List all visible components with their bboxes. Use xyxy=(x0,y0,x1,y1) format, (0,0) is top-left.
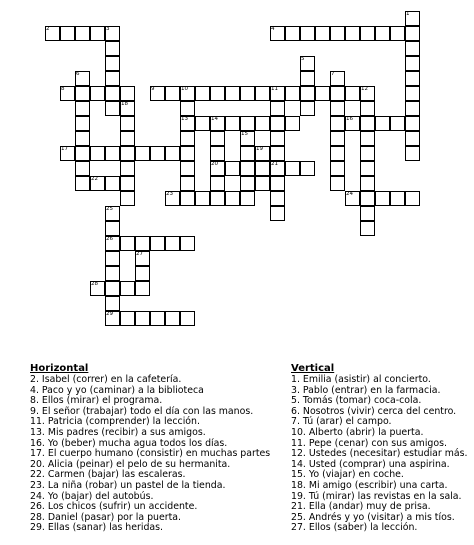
grid-cell[interactable] xyxy=(180,131,195,146)
horizontal-clues xyxy=(30,363,270,534)
grid-cell[interactable] xyxy=(195,86,210,101)
clue-v-10: 10. Alberto (abrir) la puerta. xyxy=(291,426,424,438)
grid-cell[interactable] xyxy=(210,131,225,146)
grid-cell[interactable] xyxy=(105,296,120,311)
grid-cell[interactable] xyxy=(330,116,345,131)
grid-cell[interactable] xyxy=(180,191,195,206)
clue-v-1: 1. Emilia (asistir) al concierto. xyxy=(291,374,431,385)
grid-cell[interactable] xyxy=(300,71,315,86)
grid-cell[interactable] xyxy=(360,131,375,146)
grid-cell[interactable] xyxy=(360,146,375,161)
clue-number: 3 xyxy=(106,26,110,32)
grid-cell[interactable] xyxy=(300,101,315,116)
grid-cell[interactable] xyxy=(375,191,390,206)
grid-cell[interactable] xyxy=(165,236,180,251)
grid-cell[interactable] xyxy=(60,26,75,41)
clue-number: 7 xyxy=(331,71,335,77)
clue-h-22: 22. Carmen (bajar) las escaleras. xyxy=(30,469,186,481)
grid-cell[interactable] xyxy=(120,161,135,176)
grid-cell[interactable] xyxy=(255,116,270,131)
grid-cell[interactable] xyxy=(405,86,420,101)
clue-number: 11 xyxy=(271,86,278,92)
clue-h-13: 13. Mis padres (recibir) a sus amigos. xyxy=(30,426,206,438)
clue-number: 17 xyxy=(61,146,68,152)
clue-v-25: 25. Andrés y yo (visitar) a mis tíos. xyxy=(291,511,455,523)
grid-cell[interactable] xyxy=(75,176,90,191)
grid-cell[interactable] xyxy=(165,311,180,326)
grid-cell[interactable] xyxy=(405,191,420,206)
grid-cell[interactable] xyxy=(330,146,345,161)
clue-number: 8 xyxy=(61,86,65,92)
clue-v-14: 14. Usted (comprar) una aspirina. xyxy=(291,458,450,470)
grid-cell[interactable] xyxy=(180,311,195,326)
clue-v-5: 5. Tomás (tomar) coca-cola. xyxy=(291,395,422,407)
grid-cell[interactable] xyxy=(285,161,300,176)
clue-number: 20 xyxy=(211,161,218,167)
grid-cell[interactable] xyxy=(75,116,90,131)
clue-v-19: 19. Tú (mirar) las revistas en la sala. xyxy=(291,490,462,502)
grid-cell[interactable] xyxy=(165,146,180,161)
grid-cell[interactable] xyxy=(315,86,330,101)
grid-cell[interactable] xyxy=(315,26,330,41)
grid-cell[interactable] xyxy=(135,266,150,281)
grid-cell[interactable] xyxy=(405,26,420,41)
grid-cell[interactable] xyxy=(270,116,285,131)
grid-cell[interactable] xyxy=(120,176,135,191)
grid-cell[interactable] xyxy=(150,146,165,161)
grid-cell[interactable] xyxy=(210,146,225,161)
grid-cell[interactable] xyxy=(105,56,120,71)
grid-cell[interactable] xyxy=(240,86,255,101)
clue-number: 6 xyxy=(76,71,80,77)
grid-cell[interactable] xyxy=(330,131,345,146)
grid-cell[interactable] xyxy=(75,101,90,116)
grid-cell[interactable] xyxy=(90,26,105,41)
grid-cell[interactable] xyxy=(360,116,375,131)
grid-cell[interactable] xyxy=(180,146,195,161)
clue-v-6: 6. Nosotros (vivir) cerca del centro. xyxy=(291,405,457,417)
grid-cell[interactable] xyxy=(405,56,420,71)
grid-cell[interactable] xyxy=(285,86,300,101)
grid-cell[interactable] xyxy=(285,116,300,131)
grid-cell[interactable] xyxy=(105,146,120,161)
grid-cell[interactable] xyxy=(105,266,120,281)
grid-cell[interactable] xyxy=(135,281,150,296)
grid-cell[interactable] xyxy=(120,236,135,251)
grid-cell[interactable] xyxy=(75,131,90,146)
horizontal-heading: Horizontal xyxy=(30,363,89,374)
grid-cell[interactable] xyxy=(345,86,360,101)
clue-h-28: 28. Daniel (pasar) por la puerta. xyxy=(30,511,181,523)
clue-number: 5 xyxy=(301,56,305,62)
clue-h-23: 23. La niña (robar) un pastel de la tienda. xyxy=(30,479,226,491)
grid-cell[interactable] xyxy=(75,161,90,176)
clue-number: 14 xyxy=(211,116,218,122)
clue-number: 19 xyxy=(256,146,263,152)
clue-v-21: 21. Ella (andar) muy de prisa. xyxy=(291,501,431,513)
clue-v-12: 12. Ustedes (necesitar) estudiar más. xyxy=(291,448,468,460)
grid-cell[interactable] xyxy=(300,26,315,41)
grid-cell[interactable] xyxy=(360,161,375,176)
grid-cell[interactable] xyxy=(75,146,90,161)
grid-cell[interactable] xyxy=(300,161,315,176)
grid-cell[interactable] xyxy=(105,221,120,236)
grid-cell[interactable] xyxy=(330,161,345,176)
grid-cell[interactable] xyxy=(360,101,375,116)
grid-cell[interactable] xyxy=(360,206,375,221)
grid-cell[interactable] xyxy=(360,191,375,206)
clue-number: 25 xyxy=(106,206,113,212)
grid-cell[interactable] xyxy=(405,41,420,56)
grid-cell[interactable] xyxy=(285,26,300,41)
grid-cell[interactable] xyxy=(210,191,225,206)
clue-number: 24 xyxy=(346,191,353,197)
grid-cell[interactable] xyxy=(120,86,135,101)
grid-cell[interactable] xyxy=(120,146,135,161)
clue-number: 21 xyxy=(271,161,278,167)
grid-cell[interactable] xyxy=(225,161,240,176)
clue-number: 22 xyxy=(91,176,98,182)
grid-cell[interactable] xyxy=(390,26,405,41)
grid-cell[interactable] xyxy=(345,26,360,41)
grid-cell[interactable] xyxy=(105,281,120,296)
clue-h-9: 9. El señor (trabajar) todo el día con las manos. xyxy=(30,405,254,417)
clue-number: 16 xyxy=(346,116,353,122)
clue-v-7: 7. Tú (arar) el campo. xyxy=(291,416,392,428)
grid-cell[interactable] xyxy=(240,116,255,131)
grid-cell[interactable] xyxy=(180,161,195,176)
grid-cell[interactable] xyxy=(120,131,135,146)
clue-v-3: 3. Pablo (entrar) en la farmacia. xyxy=(291,384,441,396)
grid-cell[interactable] xyxy=(255,86,270,101)
vertical-heading: Vertical xyxy=(291,363,335,374)
grid-cell[interactable] xyxy=(360,176,375,191)
clue-number: 18 xyxy=(121,101,128,107)
grid-cell[interactable] xyxy=(405,71,420,86)
clue-number: 2 xyxy=(46,26,50,32)
grid-cell[interactable] xyxy=(240,191,255,206)
grid-cell[interactable] xyxy=(270,176,285,191)
clue-h-16: 16. Yo (beber) mucha agua todos los días. xyxy=(30,437,228,449)
grid-cell[interactable] xyxy=(90,146,105,161)
grid-cell[interactable] xyxy=(195,116,210,131)
grid-cell[interactable] xyxy=(330,86,345,101)
grid-cell[interactable] xyxy=(405,116,420,131)
grid-cell[interactable] xyxy=(225,116,240,131)
grid-cell[interactable] xyxy=(150,236,165,251)
clue-h-8: 8. Ellos (mirar) el programa. xyxy=(30,395,163,407)
clue-h-11: 11. Patricia (comprender) la lección. xyxy=(30,416,200,428)
clue-number: 26 xyxy=(106,236,113,242)
grid-cell[interactable] xyxy=(405,131,420,146)
grid-cell[interactable] xyxy=(270,131,285,146)
grid-cell[interactable] xyxy=(105,101,120,116)
grid-cell[interactable] xyxy=(330,176,345,191)
grid-cell[interactable] xyxy=(180,176,195,191)
grid-cell[interactable] xyxy=(120,116,135,131)
clue-v-11: 11. Pepe (cenar) con sus amigos. xyxy=(291,437,447,449)
grid-cell[interactable] xyxy=(105,71,120,86)
clue-v-18: 18. Mi amigo (escribir) una carta. xyxy=(291,479,448,491)
grid-cell[interactable] xyxy=(210,86,225,101)
grid-cell[interactable] xyxy=(165,86,180,101)
grid-cell[interactable] xyxy=(120,191,135,206)
grid-cell[interactable] xyxy=(330,26,345,41)
clue-h-29: 29. Ellas (sanar) las heridas. xyxy=(30,522,164,534)
grid-cell[interactable] xyxy=(105,86,120,101)
clue-number: 4 xyxy=(271,26,275,32)
clue-h-20: 20. Alicia (peinar) el pelo de su hermanita. xyxy=(30,458,231,470)
grid-cell[interactable] xyxy=(75,86,90,101)
vertical-clues xyxy=(291,363,468,534)
grid-cell[interactable] xyxy=(225,86,240,101)
grid-cell[interactable] xyxy=(375,116,390,131)
clue-v-15: 15. Yo (viajar) en coche. xyxy=(291,469,404,481)
grid-cell[interactable] xyxy=(390,191,405,206)
grid-cell[interactable] xyxy=(180,236,195,251)
clue-number: 10 xyxy=(181,86,188,92)
clue-number: 15 xyxy=(241,131,248,137)
clue-number: 1 xyxy=(406,11,410,17)
clue-h-17: 17. El cuerpo humano (consistir) en muchas partes xyxy=(30,448,271,460)
clue-h-2: 2. Isabel (correr) en la cafetería. xyxy=(30,374,182,385)
grid-cell[interactable] xyxy=(105,176,120,191)
clue-number: 29 xyxy=(106,311,113,317)
grid-cell[interactable] xyxy=(360,26,375,41)
grid-cell[interactable] xyxy=(255,176,270,191)
grid-cell[interactable] xyxy=(225,191,240,206)
clue-v-27: 27. Ellos (saber) la lección. xyxy=(291,522,418,534)
grid-cell[interactable] xyxy=(180,101,195,116)
grid-cell[interactable] xyxy=(240,161,255,176)
grid-cell[interactable] xyxy=(105,251,120,266)
grid-cell[interactable] xyxy=(270,146,285,161)
clue-number: 13 xyxy=(181,116,188,122)
grid-cell[interactable] xyxy=(270,101,285,116)
grid-cell[interactable] xyxy=(105,41,120,56)
clue-h-4: 4. Paco y yo (caminar) a la biblioteca xyxy=(30,384,204,396)
grid-cell[interactable] xyxy=(210,176,225,191)
grid-cell[interactable] xyxy=(375,26,390,41)
grid-cell[interactable] xyxy=(360,221,375,236)
grid-cell[interactable] xyxy=(390,116,405,131)
grid-cell[interactable] xyxy=(270,206,285,221)
grid-cell[interactable] xyxy=(120,281,135,296)
grid-cell[interactable] xyxy=(75,26,90,41)
grid-cell[interactable] xyxy=(150,311,165,326)
clue-h-26: 26. Los chicos (sufrir) un accidente. xyxy=(30,501,198,513)
grid-cell[interactable] xyxy=(255,161,270,176)
grid-cell[interactable] xyxy=(240,176,255,191)
clue-h-24: 24. Yo (bajar) del autobús. xyxy=(30,490,154,502)
clue-number: 28 xyxy=(91,281,98,287)
grid-cell[interactable] xyxy=(135,311,150,326)
grid-cell[interactable] xyxy=(135,146,150,161)
grid-cell[interactable] xyxy=(135,236,150,251)
clue-number: 9 xyxy=(151,86,155,92)
grid-cell[interactable] xyxy=(240,146,255,161)
grid-cell[interactable] xyxy=(405,146,420,161)
grid-cell[interactable] xyxy=(270,191,285,206)
grid-cell[interactable] xyxy=(405,101,420,116)
grid-cell[interactable] xyxy=(330,101,345,116)
grid-cell[interactable] xyxy=(300,86,315,101)
clue-number: 12 xyxy=(361,86,368,92)
clue-number: 23 xyxy=(166,191,173,197)
clue-number: 27 xyxy=(136,251,143,257)
grid-cell[interactable] xyxy=(120,311,135,326)
grid-cell[interactable] xyxy=(195,191,210,206)
grid-cell[interactable] xyxy=(90,86,105,101)
